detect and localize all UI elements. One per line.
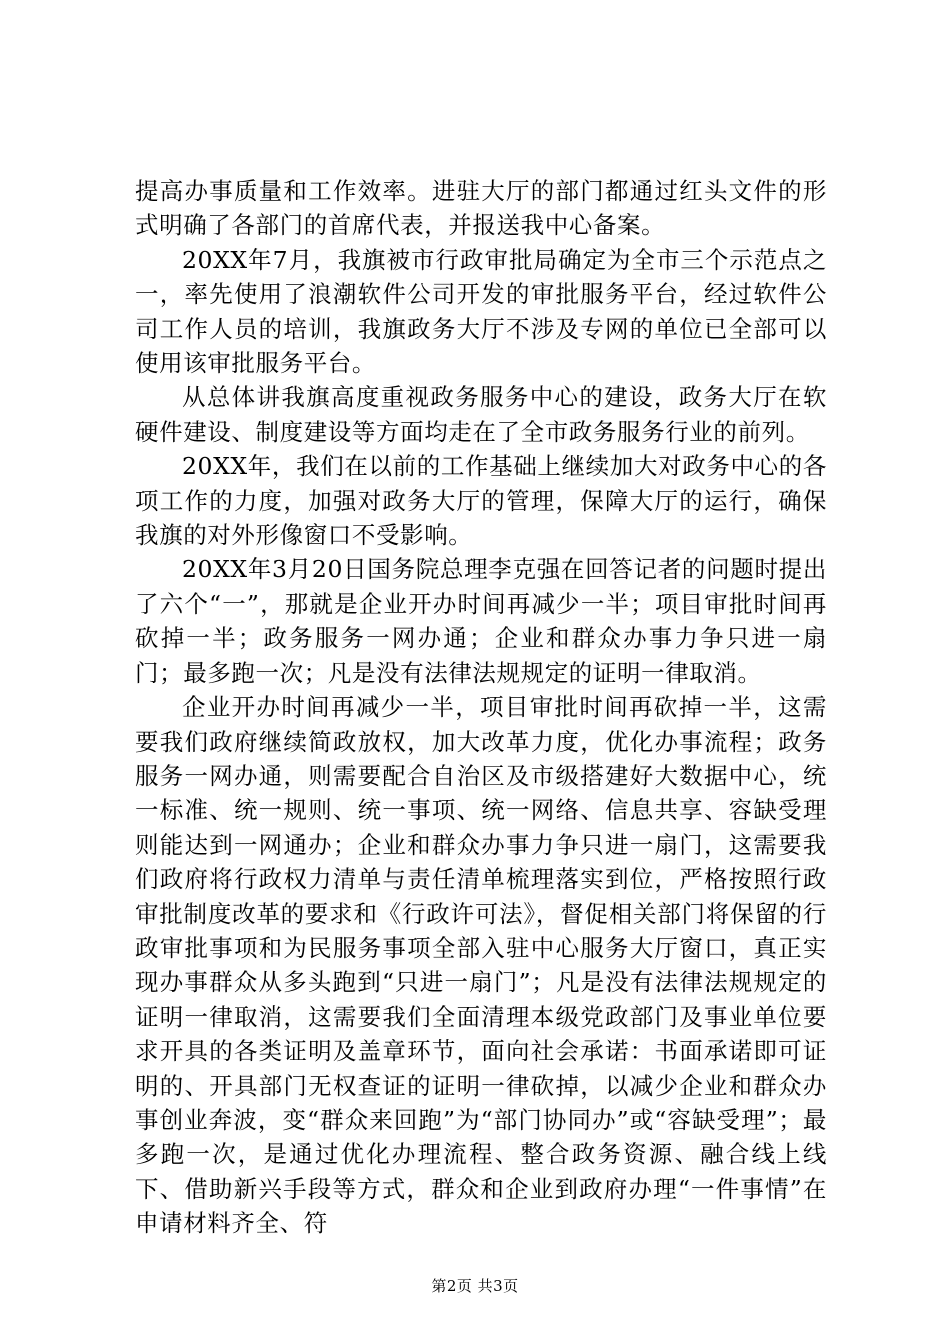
paragraph-2: 20XX年7月，我旗被市行政审批局确定为全市三个示范点之一，率先使用了浪潮软件公司开发的审批服务平台，经过软件公司工作人员的培训，我旗政务大厅不涉及专网的单位已全部可以使用该审批服务平台。 xyxy=(135,245,827,378)
paragraph-1: 提高办事质量和工作效率。进驻大厅的部门都通过红头文件的形式明确了各部门的首席代表，并报送我中心备案。 xyxy=(135,177,827,240)
paragraph-4: 20XX年，我们在以前的工作基础上继续加大对政务中心的各项工作的力度，加强对政务大厅的管理，保障大厅的运行，确保我旗的对外形像窗口不受影响。 xyxy=(135,452,827,550)
paragraph-5: 20XX年3月20日国务院总理李克强在回答记者的问题时提出了六个“一”，那就是企业开办时间再减少一半；项目审批时间再砍掉一半；政务服务一网办通；企业和群众办事力争只进一扇门；最多跑一次；凡是没有法律法规规定的证明一律取消。 xyxy=(135,555,827,687)
page-number-footer: 第2页 共3页 xyxy=(431,1277,519,1295)
document-body xyxy=(135,174,827,1241)
paragraph-6: 企业开办时间再减少一半，项目审批时间再砍掉一半，这需要我们政府继续简政放权，加大改革力度，优化办事流程；政务服务一网办通，则需要配合自治区及市级搭建好大数据中心，统一标准、统一规则、统一事项、统一网络、信息共享、容缺受理则能达到一网通办；企业和群众办事力争只进一扇门，这需要我们政府将行政权力清单与责任清单梳理落实到位，严格按照行政审批制度改革的要求和《行政许可法》，督促相关部门将保留的行政审批事项和为民服务事项全部入驻中心服务大厅窗口，真正实现办事群众从多头跑到“只进一扇门”；凡是没有法律法规规定的证明一律取消，这需要我们全面清理本级党政部门及事业单位要求开具的各类证明及盖章环节，面向社会承诺：书面承诺即可证明的、开具部门无权查证的证明一律砍掉，以减少企业和群众办事创业奔波，变“群众来回跑”为“部门协同办”或“容缺受理”；最多跑一次，是通过优化办理流程、整合政务资源、融合线上线下、借助新兴手段等方式，群众和企业到政府办理“一件事情”在申请材料齐全、符 xyxy=(135,693,827,1238)
paragraph-3: 从总体讲我旗高度重视政务服务中心的建设，政务大厅在软硬件建设、制度建设等方面均走在了全市政务服务行业的前列。 xyxy=(135,383,827,446)
